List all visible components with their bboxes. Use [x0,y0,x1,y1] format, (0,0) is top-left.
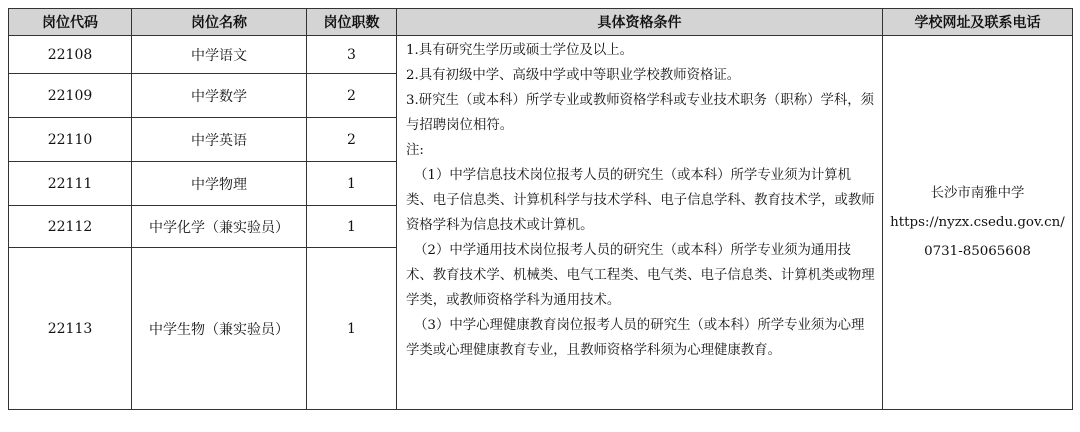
position-name: 中学物理 [132,162,307,206]
header-count: 岗位职数 [307,9,397,36]
position-code: 22110 [9,118,132,162]
position-name: 中学数学 [132,74,307,118]
note-item: （1）中学信息技术岗位报考人员的研究生（或本科）所学专业须为计算机类、电子信息类、计算机科学与技术学科、电子信息学科、教育技术学，或教师资格学科为信息技术或计算机。 [406,168,875,233]
requirement-item: 1.具有研究生学历或硕士学位及以上。 [406,43,634,58]
note-item: （2）中学通用技术岗位报考人员的研究生（或本科）所学专业须为通用技术、教育技术学、机械类、电气工程类、电气类、电子信息类、计算机类或物理学类，或教师资格学科为通用技术。 [406,243,875,308]
school-name: 长沙市南雅中学 [930,186,1025,201]
requirement-item: 3.研究生（或本科）所学专业或教师资格学科或专业技术职务（职称）学科，须与招聘岗位相符。 [406,93,875,133]
requirement-item: 2.具有初级中学、高级中学或中等职业学校教师资格证。 [406,68,741,83]
position-count: 2 [307,74,397,118]
position-code: 22112 [9,206,132,248]
position-name: 中学生物（兼实验员） [132,248,307,410]
position-code: 22111 [9,162,132,206]
position-name: 中学英语 [132,118,307,162]
school-website: https://nyzx.csedu.gov.cn/ [890,215,1065,230]
position-code: 22109 [9,74,132,118]
note-item: （3）中学心理健康教育岗位报考人员的研究生（或本科）所学专业须为心理学类或心理健康教育专业，且教师资格学科须为心理健康教育。 [406,318,865,358]
table-row [9,36,1073,74]
position-count: 3 [307,36,397,74]
position-count: 1 [307,206,397,248]
requirements-cell [397,36,883,410]
position-code: 22108 [9,36,132,74]
header-requirements: 具体资格条件 [397,9,883,36]
note-label: 注: [406,143,424,158]
position-count: 2 [307,118,397,162]
position-name: 中学化学（兼实验员） [132,206,307,248]
recruitment-table [8,8,1073,410]
school-phone: 0731-85065608 [924,244,1031,259]
header-contact: 学校网址及联系电话 [883,9,1073,36]
header-row [9,9,1073,36]
position-code: 22113 [9,248,132,410]
contact-cell [883,36,1073,410]
header-name: 岗位名称 [132,9,307,36]
position-name: 中学语文 [132,36,307,74]
position-count: 1 [307,162,397,206]
position-count: 1 [307,248,397,410]
header-code: 岗位代码 [9,9,132,36]
